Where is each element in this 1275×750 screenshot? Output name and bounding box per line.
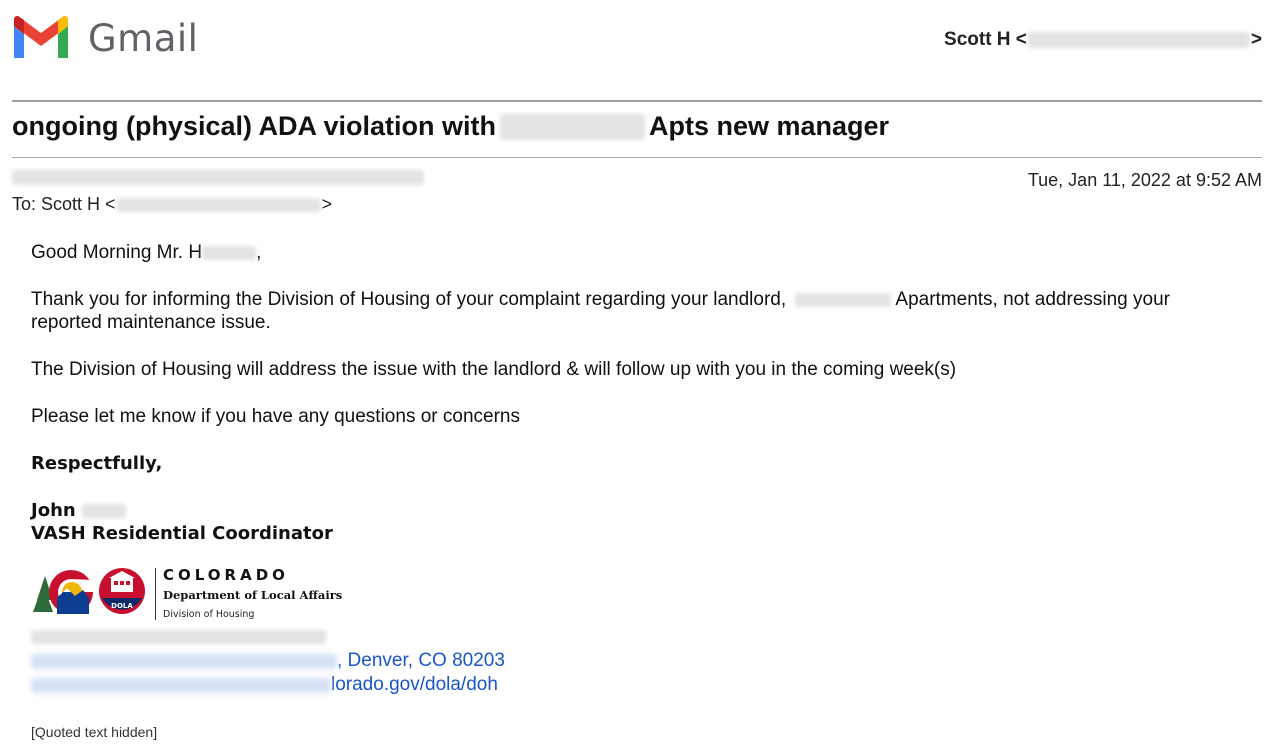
body-paragraph-1 <box>31 288 1246 334</box>
redacted-signer-surname <box>82 504 126 518</box>
sender-line <box>12 170 424 185</box>
para1-suffix: Apartments, not addressing your reported maintenance issue. <box>31 289 1170 333</box>
header-divider <box>12 100 1262 102</box>
signer-name <box>31 499 126 522</box>
para1-prefix: Thank you for informing the Division of Housing of your complaint regarding your landlord, <box>31 289 792 310</box>
greeting <box>31 241 261 264</box>
colorado-c-logo-icon <box>31 566 97 614</box>
org-department: Department of Local Affairs <box>163 588 343 602</box>
address-visible[interactable]: , Denver, CO 80203 <box>337 650 505 671</box>
account-label <box>944 29 1262 51</box>
sign-off: Respectfully, <box>31 453 163 474</box>
gmail-m-icon <box>10 14 72 62</box>
gmail-wordmark: Gmail <box>88 16 199 60</box>
greeting-comma: , <box>256 242 262 263</box>
subject-divider <box>12 157 1262 158</box>
subject-prefix: ongoing (physical) ADA violation with <box>12 111 496 141</box>
gmail-logo <box>10 14 198 62</box>
quoted-text-hidden[interactable]: [Quoted text hidden] <box>31 724 158 740</box>
message-date: Tue, Jan 11, 2022 at 9:52 AM <box>1027 170 1262 190</box>
email-subject <box>12 111 889 142</box>
signature-phone <box>31 628 326 646</box>
recipient-line <box>12 194 332 215</box>
dola-signature-logo <box>31 566 342 620</box>
redacted-street-address <box>31 654 337 669</box>
redacted-sender <box>12 170 424 185</box>
recipient-suffix: > <box>321 194 333 214</box>
signer-title: VASH Residential Coordinator <box>31 523 333 544</box>
dola-badge-icon <box>97 566 149 614</box>
dola-badge-text: DOLA <box>111 602 133 610</box>
redacted-landlord <box>795 293 891 307</box>
account-close: > <box>1250 29 1262 50</box>
logo-divider <box>155 568 156 620</box>
org-name: COLORADO <box>163 566 289 584</box>
redacted-surname <box>202 246 256 260</box>
account-name: Scott H < <box>944 29 1027 50</box>
recipient-prefix: To: Scott H < <box>12 194 116 214</box>
greeting-text: Good Morning Mr. H <box>31 242 203 263</box>
signature-address-link[interactable] <box>31 650 505 672</box>
redacted-email <box>1028 32 1250 48</box>
subject-suffix: Apts new manager <box>648 111 890 141</box>
org-division: Division of Housing <box>163 608 255 620</box>
signature-links[interactable] <box>31 674 498 696</box>
redacted-email-and-site <box>31 678 331 693</box>
body-paragraph-2: The Division of Housing will address the issue with the landlord & will follow up with you in the coming week(s) <box>31 359 957 380</box>
redacted-phone <box>31 630 326 644</box>
body-paragraph-3: Please let me know if you have any questions or concerns <box>31 406 520 427</box>
redacted-property-name <box>500 114 645 140</box>
redacted-recipient-email <box>117 198 321 212</box>
signer-first-name: John <box>31 500 76 521</box>
website-link[interactable]: lorado.gov/dola/doh <box>331 674 498 695</box>
org-text-block <box>163 566 342 619</box>
